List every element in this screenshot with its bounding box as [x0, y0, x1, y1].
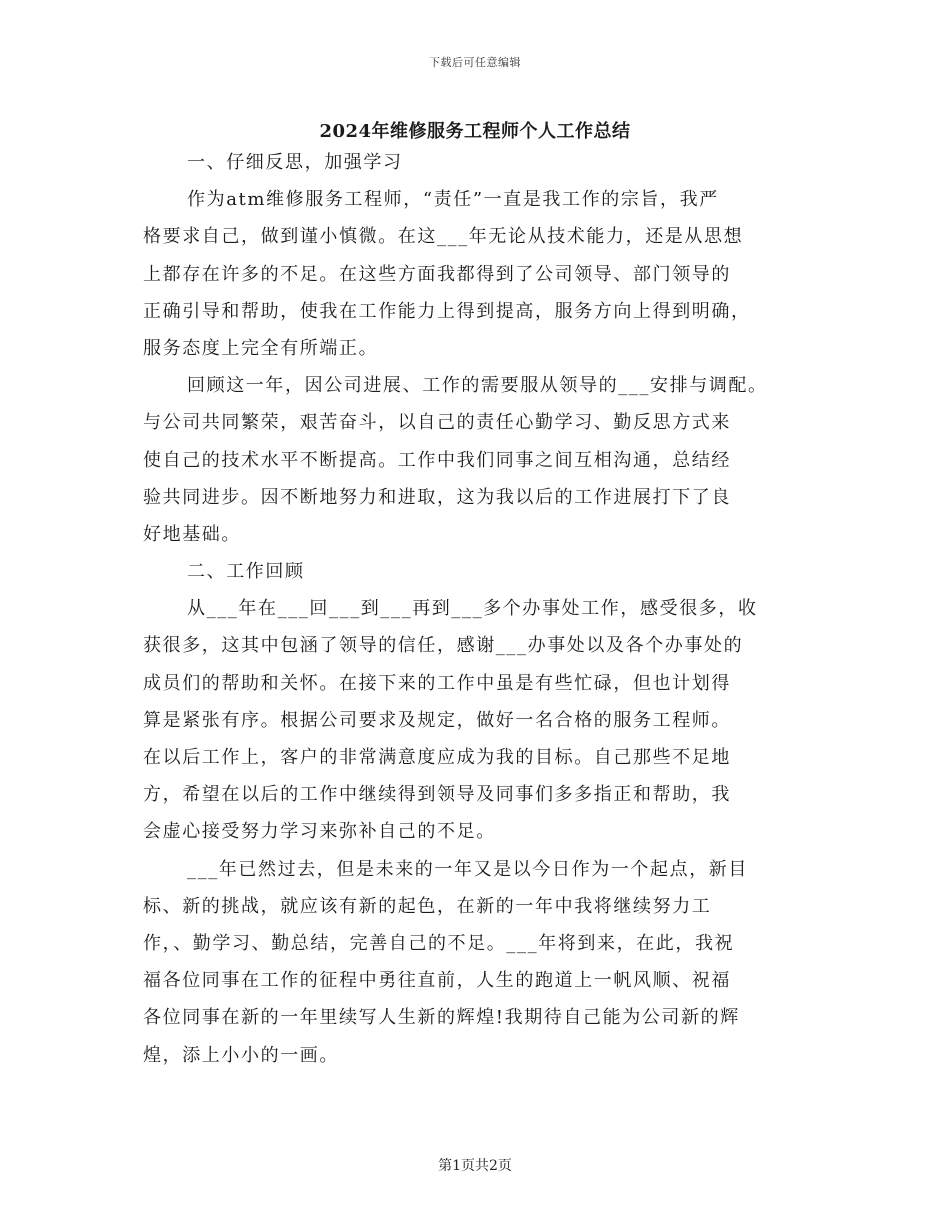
document-title: 2024年维修服务工程师个人工作总结	[319, 121, 631, 142]
section-heading: 二、工作回顾	[187, 561, 305, 583]
paragraph-line: 标、新的挑战，就应该有新的起色，在新的一年中我将继续努力工	[143, 895, 712, 917]
document-body	[143, 144, 843, 1074]
paragraph-line: 作，、勤学习、勤总结，完善自己的不足。___年将到来，在此，我祝	[143, 932, 735, 954]
paragraph-line: 验共同进步。因不断地努力和进取，这为我以后的工作进展打下了良	[143, 486, 731, 508]
paragraph-line: 回顾这一年，因公司进展、工作的需要服从领导的___安排与调配。	[187, 375, 768, 397]
paragraph-line: 成员们的帮助和关怀。在接下来的工作中虽是有些忙碌，但也计划得	[143, 672, 731, 694]
paragraph-line: 与公司共同繁荣，艰苦奋斗，以自己的责任心勤学习、勤反思方式来	[143, 412, 731, 434]
paragraph-line: 福各位同事在工作的征程中勇往直前，人生的跑道上一帆风顺、祝福	[143, 970, 731, 992]
paragraph-line: 好地基础。	[143, 523, 241, 545]
paragraph-line: 方，希望在以后的工作中继续得到领导及同事们多多指正和帮助，我	[143, 784, 731, 806]
paragraph-line: 上都存在许多的不足。在这些方面我都得到了公司领导、部门领导的	[143, 263, 731, 285]
paragraph-line: 会虚心接受努力学习来弥补自己的不足。	[143, 821, 496, 843]
paragraph-line: 从___年在___回___到___再到___多个办事处工作，感受很多，收	[187, 598, 758, 620]
paragraph-line: 正确引导和帮助，使我在工作能力上得到提高，服务方向上得到明确，	[143, 300, 751, 322]
paragraph-line: 在以后工作上，客户的非常满意度应成为我的目标。自己那些不足地	[143, 747, 731, 768]
paragraph-line: 使自己的技术水平不断提高。工作中我们同事之间互相沟通，总结经	[143, 449, 731, 471]
paragraph-line: 各位同事在新的一年里续写人生新的辉煌!我期待自己能为公司新的辉	[143, 1007, 740, 1029]
paragraph-line: 作为atm维修服务工程师，“责任”一直是我工作的宗旨，我严	[187, 189, 719, 211]
paragraph-line: 服务态度上完全有所端正。	[143, 337, 379, 359]
page-header-note: 下载后可任意编辑	[429, 56, 521, 69]
section-heading: 一、仔细反思，加强学习	[187, 152, 403, 173]
paragraph-line: 煌，添上小小的一画。	[143, 1044, 339, 1066]
paragraph-line: ___年已然过去，但是未来的一年又是以今日作为一个起点，新目	[187, 858, 748, 880]
page-number: 第1页共2页	[438, 1158, 512, 1174]
paragraph-line: 算是紧张有序。根据公司要求及规定，做好一名合格的服务工程师。	[143, 709, 731, 731]
paragraph-line: 获很多，这其中包涵了领导的信任，感谢___办事处以及各个办事处的	[143, 635, 744, 657]
paragraph-line: 格要求自己，做到谨小慎微。在这___年无论从技术能力，还是从思想	[143, 226, 744, 248]
